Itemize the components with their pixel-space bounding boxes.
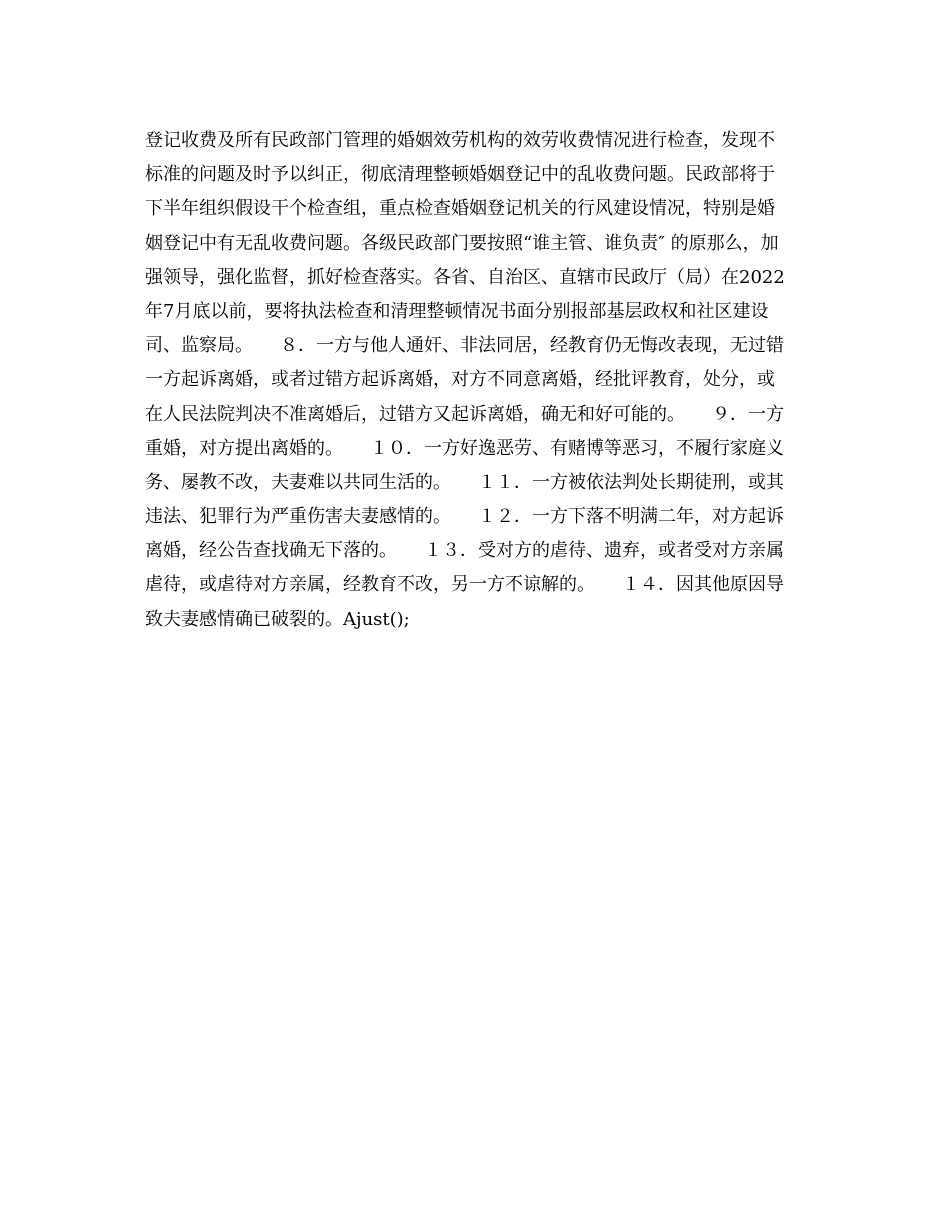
body-text xyxy=(145,124,810,637)
text-line: 致夫妻感情确已破裂的。Ajust(); xyxy=(145,608,410,630)
text-line: 一方起诉离婚，或者过错方起诉离婚，对方不同意离婚，经批评教育，处分，或 xyxy=(145,369,775,391)
text-line: 务、屡教不改，夫妻难以共同生活的。 １１．一方被依法判处长期徒刑，或其 xyxy=(145,471,784,493)
text-line: 登记收费及所有民政部门管理的婚姻效劳机构的效劳收费情况进行检查，发现不 xyxy=(145,130,775,151)
text-line: 司、监察局。 ８．一方与他人通奸、非法同居，经教育仍无悔改表现，无过错 xyxy=(145,335,784,357)
text-line: 年7月底以前，要将执法检查和清理整顿情况书面分别报部基层政权和社区建设 xyxy=(145,300,769,322)
text-line: 强领导，强化监督，抓好检查落实。各省、自治区、直辖市民政厅（局）在2022 xyxy=(145,266,785,288)
text-line: 标准的问题及时予以纠正，彻底清理整顿婚姻登记中的乱收费问题。民政部将于 xyxy=(145,164,775,186)
text-line: 违法、犯罪行为严重伤害夫妻感情的。 １２．一方下落不明满二年，对方起诉 xyxy=(145,506,784,528)
text-line: 虐待，或虐待对方亲属，经教育不改，另一方不谅解的。 １４．因其他原因导 xyxy=(145,574,784,596)
text-line: 在人民法院判决不准离婚后，过错方又起诉离婚，确无和好可能的。 ９．一方 xyxy=(145,403,784,425)
text-line: 姻登记中有无乱收费问题。各级民政部门要按照“谁主管、谁负责″ 的原那么，加 xyxy=(145,232,779,254)
text-line: 重婚，对方提出离婚的。 １０．一方好逸恶劳、有赌博等恶习，不履行家庭义 xyxy=(145,437,784,459)
text-line: 下半年组织假设干个检查组，重点检查婚姻登记机关的行风建设情况，特别是婚 xyxy=(145,198,775,220)
text-line: 离婚，经公告查找确无下落的。 １３．受对方的虐待、遗弃，或者受对方亲属 xyxy=(145,540,784,562)
